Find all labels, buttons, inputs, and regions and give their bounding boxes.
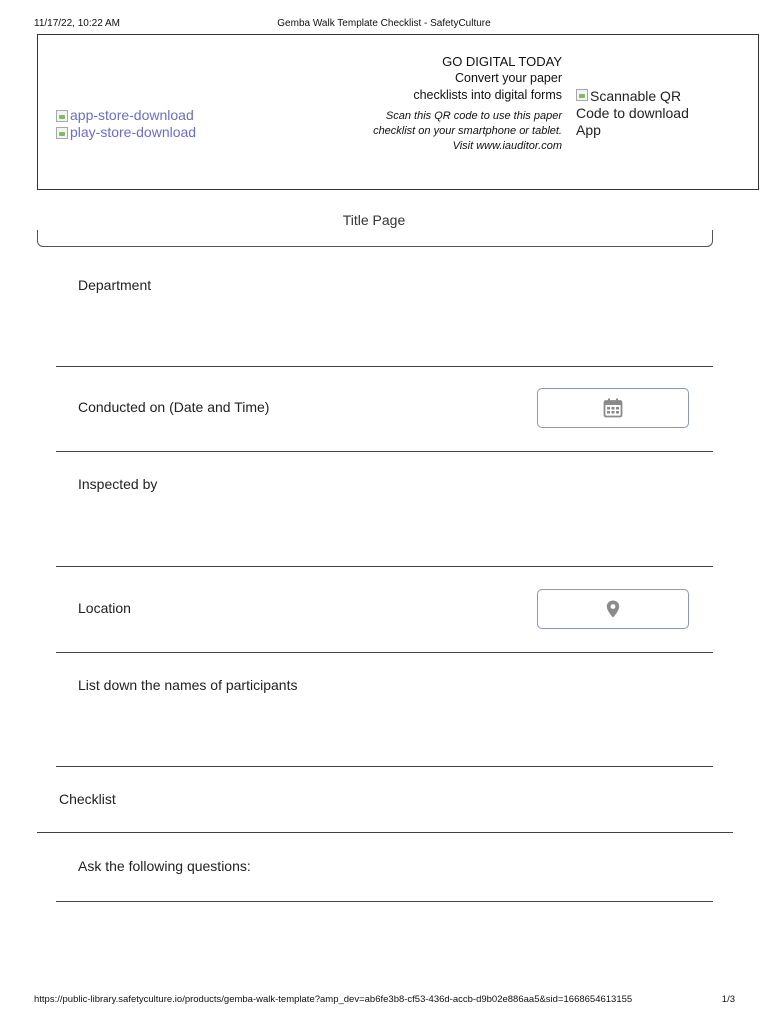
section-title: Title Page: [342, 212, 406, 228]
broken-image-icon: [56, 127, 68, 139]
qr-code-image: [576, 88, 716, 139]
app-store-alt-text: app-store-download: [70, 107, 194, 123]
calendar-icon: [603, 398, 623, 418]
promo-subheading-line1: Convert your paper: [454, 71, 562, 85]
field-participants[interactable]: [56, 653, 713, 767]
field-label: Location: [78, 600, 131, 616]
print-footer-url: https://public-library.safetyculture.io/products/gemba-walk-template?amp_dev=ab6fe3b8-cf53-436d-accb-d9b02e886aa5&sid=1668654613155: [34, 994, 633, 1005]
field-label: Department: [78, 277, 152, 293]
print-page-title: Gemba Walk Template Checklist - SafetyCulture: [277, 18, 491, 29]
field-department[interactable]: [56, 247, 713, 367]
promo-heading: GO DIGITAL TODAY: [442, 54, 562, 69]
promo-text: [362, 53, 562, 154]
field-label: Conducted on (Date and Time): [78, 399, 270, 415]
checklist-heading: Checklist: [59, 791, 116, 807]
print-datetime: 11/17/22, 10:22 AM: [34, 18, 120, 29]
promo-subheading-line2: checklists into digital forms: [413, 88, 562, 102]
field-label: List down the names of participants: [78, 677, 298, 693]
store-links: [56, 107, 196, 141]
broken-image-icon: [56, 110, 68, 122]
promo-note: Scan this QR code to use this paper checklist on your smartphone or tablet. Visit www.iauditor.com: [373, 110, 562, 152]
field-inspected-by[interactable]: [56, 452, 713, 567]
play-store-alt-text: play-store-download: [70, 124, 197, 140]
checklist-intro-text: Ask the following questions:: [78, 858, 251, 874]
checklist-intro: [56, 833, 713, 902]
qr-alt-text: Scannable QR Code to download App: [576, 88, 689, 138]
location-picker[interactable]: [537, 589, 689, 629]
date-time-picker[interactable]: [537, 388, 689, 428]
map-pin-icon: [606, 600, 620, 618]
print-page-number: 1/3: [721, 994, 735, 1005]
section-divider: [37, 230, 713, 247]
go-digital-banner: [37, 34, 759, 190]
field-label: Inspected by: [78, 476, 158, 492]
app-store-link[interactable]: [56, 107, 196, 124]
broken-image-icon: [576, 89, 588, 101]
play-store-link[interactable]: [56, 124, 196, 141]
